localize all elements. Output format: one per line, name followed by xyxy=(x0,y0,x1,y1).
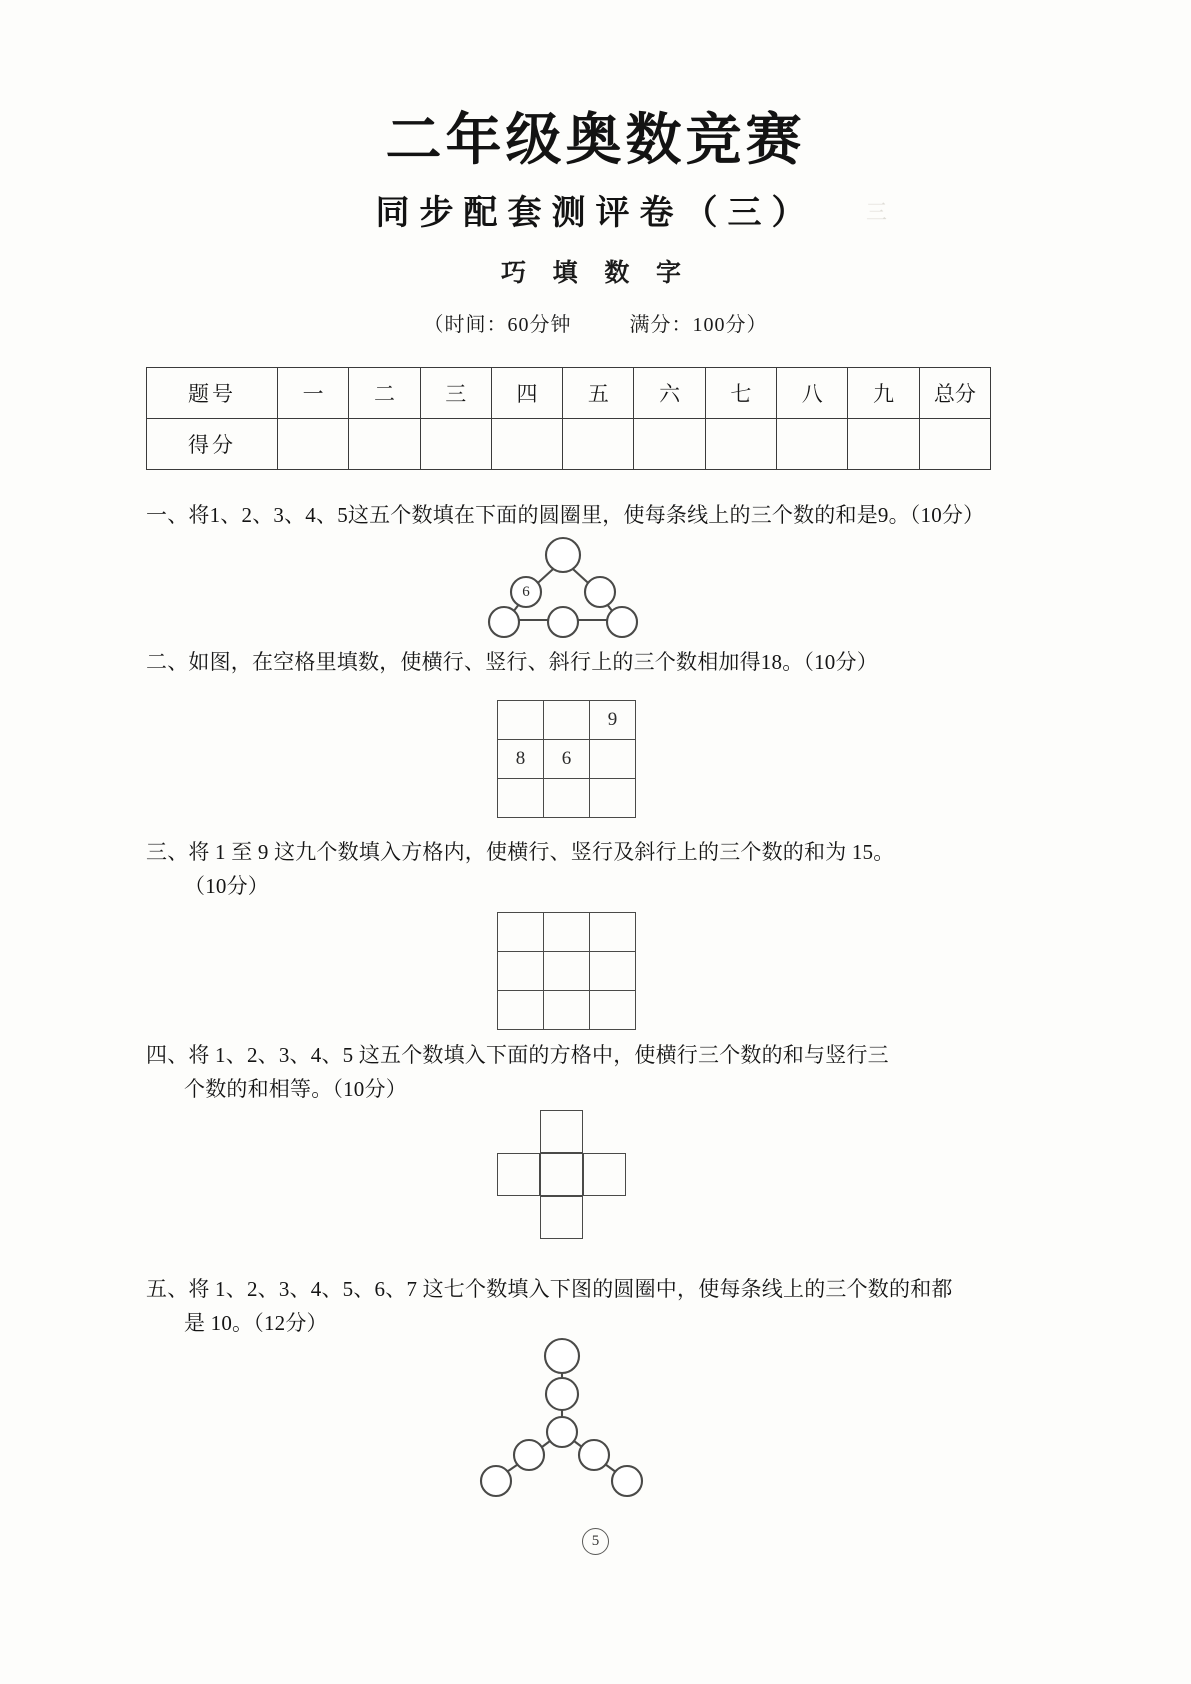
score-cell-2[interactable] xyxy=(349,419,420,470)
grid-q2-cell-r3c3[interactable] xyxy=(590,779,636,818)
cross-cell-bottom[interactable] xyxy=(540,1196,583,1239)
grid-q3-cell-r2c2[interactable] xyxy=(544,952,590,991)
grid-q2 xyxy=(497,700,636,818)
cross-cell-top[interactable] xyxy=(540,1110,583,1153)
score-cell-total[interactable] xyxy=(919,419,990,470)
triangle-node-left-mid-value: 6 xyxy=(522,584,530,600)
figure-question-2 xyxy=(497,700,636,818)
figure-question-1 xyxy=(485,532,650,632)
score-cell-4[interactable] xyxy=(491,419,562,470)
question-1-text: 将1、2、3、4、5这五个数填在下面的圆圈里，使每条线上的三个数的和是9。（10分） xyxy=(188,503,985,527)
score-col-7: 七 xyxy=(705,368,776,419)
page-title: 二年级奥数竞赛 xyxy=(385,107,806,173)
score-col-total: 总分 xyxy=(919,368,990,419)
score-col-8: 八 xyxy=(777,368,848,419)
question-5 xyxy=(146,1272,1026,1340)
grid-q3-cell-r1c1[interactable] xyxy=(498,913,544,952)
score-table xyxy=(146,367,991,470)
triangle-node-bottom-left[interactable] xyxy=(489,607,519,637)
cross-grid-q4 xyxy=(497,1110,626,1239)
grid-q3 xyxy=(497,912,636,1030)
grid-q2-cell-r2c2[interactable]: 6 xyxy=(544,740,590,779)
question-4-text-line2: 个数的和相等。（10分） xyxy=(184,1077,407,1101)
exam-time: （时间：60分钟 xyxy=(423,314,572,336)
page-topic: 巧 填 数 字 xyxy=(500,258,691,287)
figure-question-5 xyxy=(480,1338,655,1503)
grid-q2-cell-r3c2[interactable] xyxy=(544,779,590,818)
score-cell-8[interactable] xyxy=(777,419,848,470)
score-cell-9[interactable] xyxy=(848,419,919,470)
y-node-top[interactable] xyxy=(545,1339,579,1373)
score-col-1: 一 xyxy=(278,368,349,419)
score-col-3: 三 xyxy=(420,368,491,419)
grid-q2-cell-r1c1[interactable] xyxy=(498,701,544,740)
question-4-number: 四、 xyxy=(146,1043,189,1067)
triangle-node-bottom-mid[interactable] xyxy=(548,607,578,637)
score-cell-5[interactable] xyxy=(563,419,634,470)
y-node-upper-mid[interactable] xyxy=(546,1378,578,1410)
y-node-left-outer[interactable] xyxy=(481,1466,511,1496)
cross-cell-right[interactable] xyxy=(583,1153,626,1196)
question-5-text-line1: 将 1、2、3、4、5、6、7 这七个数填入下图的圆圈中，使每条线上的三个数的和都 xyxy=(188,1277,953,1301)
score-col-2: 二 xyxy=(349,368,420,419)
grid-q2-cell-r1c3[interactable]: 9 xyxy=(590,701,636,740)
question-2-number: 二、 xyxy=(146,650,189,674)
scan-ghost-artifact: 三 xyxy=(866,201,893,224)
score-col-5: 五 xyxy=(563,368,634,419)
question-2 xyxy=(146,645,1006,679)
grid-q2-row xyxy=(498,779,636,818)
grid-q3-cell-r1c2[interactable] xyxy=(544,913,590,952)
y-node-center[interactable] xyxy=(547,1417,577,1447)
grid-q3-row xyxy=(498,913,636,952)
question-4 xyxy=(146,1038,1016,1106)
exam-total-score: 满分：100分） xyxy=(629,314,768,336)
grid-q2-row xyxy=(498,740,636,779)
score-table-header-row xyxy=(147,368,991,419)
question-1-number: 一、 xyxy=(146,503,189,527)
exam-meta xyxy=(0,308,1191,337)
figure-question-4 xyxy=(497,1110,626,1239)
y-node-right-outer[interactable] xyxy=(612,1466,642,1496)
cross-cell-left[interactable] xyxy=(497,1153,540,1196)
grid-q3-cell-r3c2[interactable] xyxy=(544,991,590,1030)
score-table-row-label-2: 得分 xyxy=(147,419,278,470)
question-4-text-line1: 将 1、2、3、4、5 这五个数填入下面的方格中，使横行三个数的和与竖行三 xyxy=(188,1043,889,1067)
grid-q3-row xyxy=(498,991,636,1030)
score-cell-6[interactable] xyxy=(634,419,705,470)
question-3-number: 三、 xyxy=(146,840,189,864)
grid-q3-cell-r2c3[interactable] xyxy=(590,952,636,991)
y-node-left-inner[interactable] xyxy=(514,1440,544,1470)
grid-q2-cell-r2c1[interactable]: 8 xyxy=(498,740,544,779)
score-col-4: 四 xyxy=(491,368,562,419)
grid-q3-cell-r2c1[interactable] xyxy=(498,952,544,991)
score-col-6: 六 xyxy=(634,368,705,419)
question-3-text-line2: （10分） xyxy=(184,874,269,898)
question-5-number: 五、 xyxy=(146,1277,189,1301)
question-3-text-line1: 将 1 至 9 这九个数填入方格内，使横行、竖行及斜行上的三个数的和为 15。 xyxy=(188,840,895,864)
page-number xyxy=(0,1528,1191,1555)
grid-q3-cell-r3c1[interactable] xyxy=(498,991,544,1030)
page-number-value: 5 xyxy=(582,1528,609,1555)
question-1 xyxy=(146,498,1006,532)
grid-q3-row xyxy=(498,952,636,991)
grid-q3-cell-r3c3[interactable] xyxy=(590,991,636,1030)
score-table-value-row xyxy=(147,419,991,470)
cross-cell-center[interactable] xyxy=(540,1153,583,1196)
grid-q2-cell-r1c2[interactable] xyxy=(544,701,590,740)
y-node-right-inner[interactable] xyxy=(579,1440,609,1470)
triangle-node-top[interactable] xyxy=(546,538,580,572)
question-2-text: 如图，在空格里填数，使横行、竖行、斜行上的三个数相加得18。（10分） xyxy=(188,650,878,674)
grid-q3-cell-r1c3[interactable] xyxy=(590,913,636,952)
triangle-node-bottom-right[interactable] xyxy=(607,607,637,637)
score-cell-1[interactable] xyxy=(278,419,349,470)
score-cell-7[interactable] xyxy=(705,419,776,470)
question-5-text-line2: 是 10。（12分） xyxy=(184,1311,328,1335)
triangle-node-right-mid[interactable] xyxy=(585,577,615,607)
grid-q2-row xyxy=(498,701,636,740)
score-col-9: 九 xyxy=(848,368,919,419)
score-table-row-label-1: 题号 xyxy=(147,368,278,419)
grid-q2-cell-r3c1[interactable] xyxy=(498,779,544,818)
grid-q2-cell-r2c3[interactable] xyxy=(590,740,636,779)
score-cell-3[interactable] xyxy=(420,419,491,470)
figure-question-3 xyxy=(497,912,636,1030)
question-3 xyxy=(146,835,1016,903)
page-subtitle: 同步配套测评卷（三） xyxy=(375,193,816,233)
